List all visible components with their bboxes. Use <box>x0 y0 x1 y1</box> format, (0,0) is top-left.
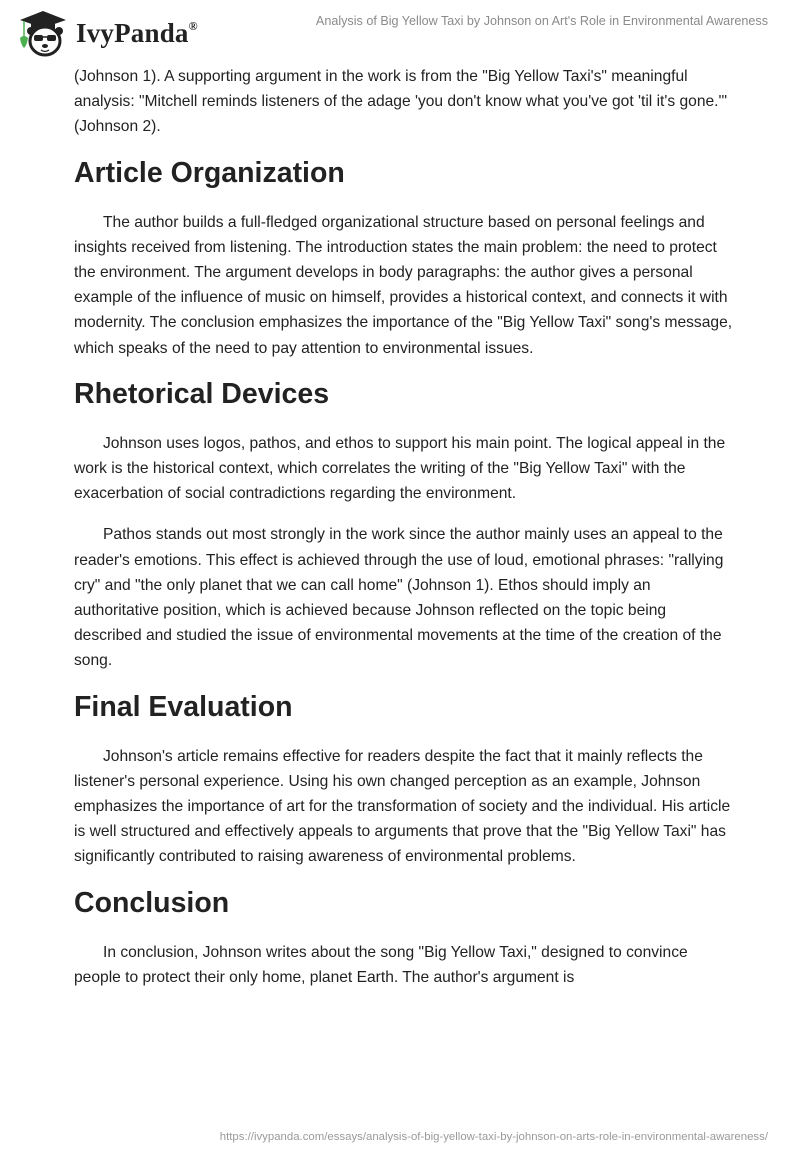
section-heading-conclusion: Conclusion <box>74 886 230 919</box>
paragraph: In conclusion, Johnson writes about the song "Big Yellow Taxi," designed to convince people to protect their only home, planet Earth. The author's argument is <box>74 943 688 986</box>
document-title: Analysis of Big Yellow Taxi by Johnson on Art's Role in Environmental Awareness <box>315 14 768 28</box>
logo-wordmark: IvyPanda® <box>76 17 198 48</box>
intro-paragraph: (Johnson 1). A supporting argument in the work is from the "Big Yellow Taxi's" meaningful analysis: "Mitchell reminds listeners of the adage 'you don't know what you've got 'til it's gone.'" (Johnson 2). <box>74 68 728 136</box>
page-header <box>0 0 800 60</box>
essay-body <box>74 64 734 1006</box>
paragraph: The author builds a full-fledged organizational structure based on personal feelings and insights received from listening. The introduction states the main problem: the need to protect the environment. The argument develops in body paragraphs: the author gives a personal example of the influence of music on himself, provides a historical context, and connects it with modernity. The conclusion emphasizes the importance of the "Big Yellow Taxi" song's message, which speaks of the need to pay attention to environmental issues. <box>74 213 733 357</box>
section-heading-rhetorical-devices: Rhetorical Devices <box>74 377 330 410</box>
section-heading-article-organization: Article Organization <box>74 156 345 189</box>
panda-graduate-icon <box>16 8 70 58</box>
section-heading-final-evaluation: Final Evaluation <box>74 690 293 723</box>
paragraph: Pathos stands out most strongly in the work since the author mainly uses an appeal to the reader's emotions. This effect is achieved through the use of loud, emotional phrases: "rallying cry" and "the only planet that we can call home" (Johnson 1). Ethos should imply an authoritative position, which is achieved because Johnson reflected on the topic being described and studied the issue of environmental movements at the time of the creation of the song. <box>74 526 724 670</box>
source-url-link[interactable]: https://ivypanda.com/essays/analysis-of-big-yellow-taxi-by-johnson-on-arts-role-in-environmental-awareness/ <box>219 1131 768 1143</box>
paragraph: Johnson uses logos, pathos, and ethos to support his main point. The logical appeal in the work is the historical context, which correlates the writing of the "Big Yellow Taxi" with the exacerbation of social contradictions regarding the environment. <box>74 434 726 503</box>
ivypanda-logo[interactable] <box>16 8 198 58</box>
paragraph: Johnson's article remains effective for readers despite the fact that it mainly reflects the listener's personal experience. Using his own changed perception as an example, Johnson emphasizes the importance of art for the transformation of society and the individual. His article is well structured and effectively appeals to arguments that prove that the "Big Yellow Taxi" has significantly contributed to raising awareness of environmental problems. <box>74 747 731 866</box>
